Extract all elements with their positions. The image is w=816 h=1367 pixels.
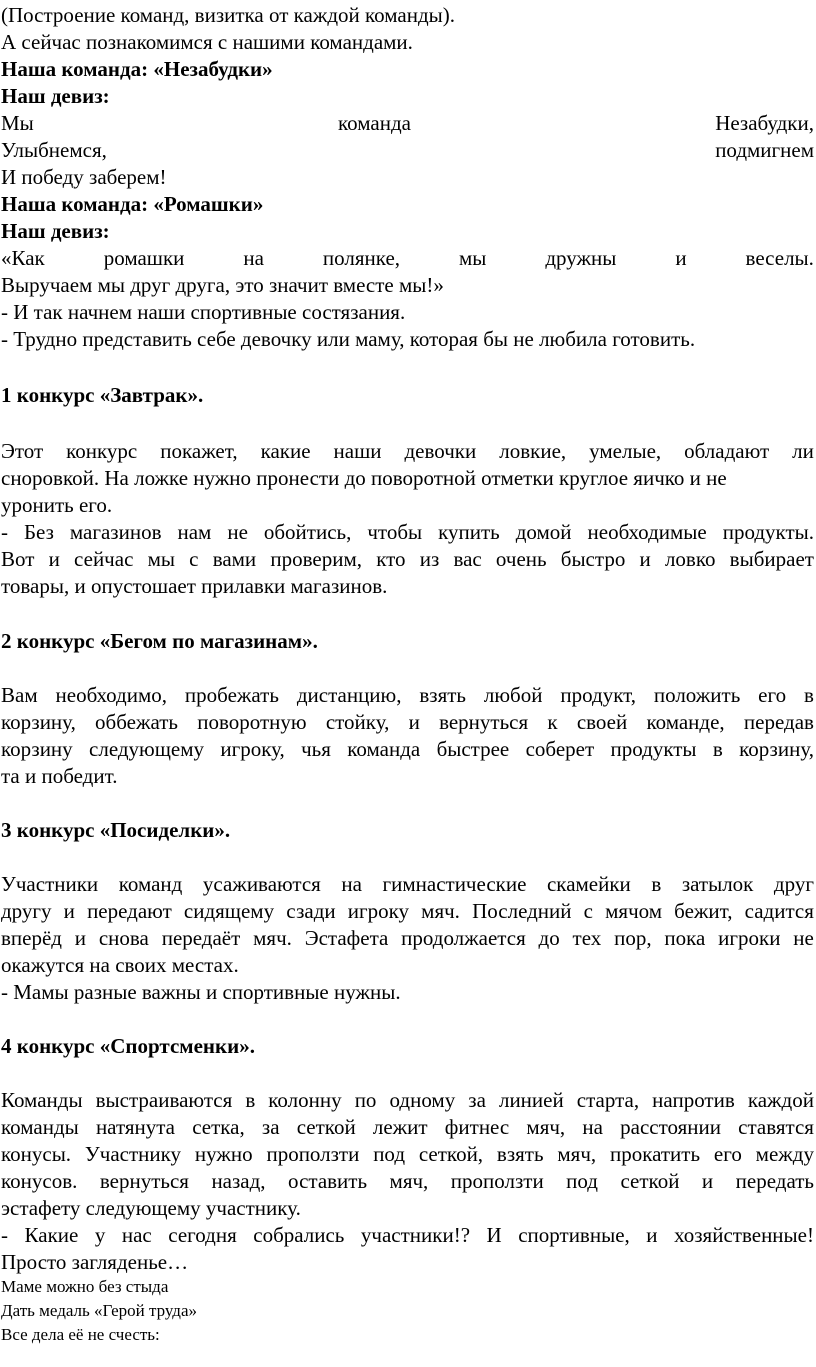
word: сзади [286,899,336,923]
word: другу [1,899,52,923]
team2-motto-line: Выручаем мы друг друга, это значит вместе мы!» [1,273,444,297]
word: конусов. [1,1169,78,1193]
word: команд [118,872,183,896]
word: купить [438,520,500,544]
word: на [582,1115,603,1139]
word: мы [147,547,175,571]
poem-line: Все дела её не счесть: [1,1325,160,1344]
word: конусы. [1,1142,72,1166]
contest2-paragraph-line [1,707,814,737]
word: передают [87,899,172,923]
word: друг [773,872,814,896]
word: проползти [450,1169,544,1193]
word: нам [177,520,212,544]
word: передаёт [161,926,241,950]
team1-motto-line [1,108,814,138]
word: игроку, [220,737,285,761]
word: ставятся [738,1115,814,1139]
word: в [245,1088,256,1112]
word: мяч, [389,1169,429,1193]
word: И [486,1223,502,1247]
contest4-paragraph-line [1,1112,814,1142]
word: обладают [684,439,770,463]
word: сеткой, [418,1142,484,1166]
word: своей [576,710,628,734]
contest4-paragraph-line: эстафету следующему участнику. [1,1196,301,1220]
word: нас [121,1223,152,1247]
word: спортивные, [518,1223,630,1247]
team1-motto-line: И победу заберем! [1,165,167,189]
word: соберет [525,737,595,761]
word: выбирает [729,547,814,571]
word: линией [498,1088,564,1112]
word: - [1,520,8,544]
word: не [793,926,814,950]
word: Вот [1,547,35,571]
word: дружны [545,246,617,270]
word: пор, [614,926,652,950]
word: в [712,737,723,761]
word: натянута [95,1115,176,1139]
word: до [538,926,560,950]
word: корзину, [1,710,76,734]
word: продукты. [722,520,814,544]
word: - [1,1223,8,1247]
word: сейчас [74,547,134,571]
contest3-heading: 3 конкурс «Посиделки». [1,818,231,842]
word: одному [389,1088,456,1112]
word: мы [458,246,487,270]
word: у [94,1223,106,1247]
contest3-paragraph-line: - Мамы разные важны и спортивные нужны. [1,980,401,1004]
word: пока [664,926,706,950]
word: мяч, [526,1115,566,1139]
word: участники!? [360,1223,471,1247]
word: за [468,1088,486,1112]
team2-heading: Наша команда: «Ромашки» [1,192,264,216]
contest3-paragraph-line [1,923,814,953]
word: вас [453,547,482,571]
contest2-paragraph-line [1,680,814,710]
word: под [373,1142,406,1166]
word: корзину [1,737,73,761]
word: умелые, [589,439,662,463]
word: и [646,1223,658,1247]
word: конкурс [66,439,138,463]
word: на [341,872,362,896]
word: необходимые [587,520,707,544]
contest4-heading: 4 конкурс «Спортсменки». [1,1034,255,1058]
word: хозяйственные! [674,1223,814,1247]
word: Команды [1,1088,83,1112]
team1-motto-label: Наш девиз: [1,84,110,108]
word: и [639,547,651,571]
word: Эстафета [304,926,389,950]
word: прокатить [609,1142,701,1166]
contest1-paragraph-line [1,544,814,574]
word: продукт, [560,683,636,707]
contest4-paragraph-line [1,1085,814,1115]
word: за [261,1115,280,1139]
word: вперёд [1,926,62,950]
word: снова [98,926,149,950]
word: усаживаются [202,872,321,896]
word: каждой [747,1088,814,1112]
word: Участнику [84,1142,182,1166]
word: вами [212,547,257,571]
word: Без [23,520,54,544]
word: продукты [610,737,697,761]
word: передать [735,1169,814,1193]
word: мячом [605,899,663,923]
word: лежит [372,1115,428,1139]
word: игроку [347,899,410,923]
word: команды [1,1115,79,1139]
word: между [755,1142,814,1166]
word: выстраиваются [95,1088,233,1112]
word: под [566,1169,598,1193]
word: покажет, [160,439,238,463]
word: пробежать [184,683,279,707]
contest1-paragraph-line: товары, и опустошает прилавки магазинов. [1,574,388,598]
word: мяч. [253,926,292,950]
word: подмигнем [715,138,814,162]
word: назад, [211,1169,266,1193]
word: очень [495,547,547,571]
word: необходимо, [55,683,168,707]
word: быстрее [436,737,510,761]
contest2-heading: 2 конкурс «Бегом по магазинам». [1,629,318,653]
word: с [189,547,199,571]
word: Незабудки, [715,111,814,135]
contest4-paragraph-line: Просто загляденье… [1,1250,189,1274]
word: поворотную [197,710,307,734]
word: взять [419,683,466,707]
word: мяч, [557,1142,597,1166]
contest3-paragraph-line [1,896,814,926]
word: проверим, [270,547,363,571]
word: проползти [266,1142,360,1166]
word: сеткой [296,1115,356,1139]
word: ловкие, [499,439,567,463]
word: в [651,872,662,896]
word: на [243,246,264,270]
word: стойку, [325,710,390,734]
word: обойтись, [263,520,352,544]
word: сидящему [183,899,275,923]
word: продолжается [401,926,526,950]
word: магазинов [69,520,162,544]
word: мяч. [421,899,460,923]
transition-line: - И так начнем наши спортивные состязания. [1,300,406,324]
word: бежит, [674,899,733,923]
word: в [803,683,814,707]
word: и [74,926,87,950]
word: корзину, [739,737,814,761]
word: его [713,1142,742,1166]
word: быстро [560,547,626,571]
word: дистанцию, [296,683,402,707]
word: и [63,899,75,923]
word: Улыбнемся, [1,138,107,162]
word: передав [743,710,814,734]
word: взять [496,1142,544,1166]
word: не [227,520,248,544]
word: сеткой [620,1169,680,1193]
word: игроки [718,926,781,950]
word: и [675,246,687,270]
contest2-paragraph-line: та и победит. [1,764,118,788]
poem-line: Дать медаль «Герой труда» [1,1301,198,1320]
word: сегодня [168,1223,237,1247]
word: ромашки [103,246,185,270]
word: оббежать [95,710,179,734]
word: положить [653,683,741,707]
poem-line: Маме можно без стыда [1,1277,169,1296]
word: по [354,1088,377,1112]
contest2-paragraph-line [1,734,814,764]
transition-line: - Трудно представить себе девочку или маму, которая бы не любила готовить. [1,327,696,351]
word: из [419,547,440,571]
word: и [48,547,60,571]
contest1-paragraph-line [1,517,814,547]
word: девочки [404,439,477,463]
word: собрались [253,1223,345,1247]
word: Участники [1,872,99,896]
intro-line: (Построение команд, визитка от каждой команды). [1,3,456,27]
word: гимнастические [382,872,527,896]
word: следующему [89,737,205,761]
word: команда [347,737,421,761]
word: и [408,710,420,734]
contest4-paragraph-line [1,1166,814,1196]
word: ли [792,439,814,463]
word: веселы. [745,246,814,270]
word: какие [260,439,311,463]
contest1-heading: 1 конкурс «Завтрак». [1,383,204,407]
intro-line: А сейчас познакомимся с нашими командами. [1,30,413,54]
word: сетка, [192,1115,245,1139]
word: напротив [652,1088,735,1112]
word: Последний [472,899,572,923]
word: ловко [664,547,716,571]
word: оставить [288,1169,368,1193]
contest4-paragraph-line [1,1139,814,1169]
word: и [701,1169,714,1193]
word: любой [483,683,543,707]
word: чья [301,737,331,761]
word: чтобы [367,520,423,544]
team2-motto-label: Наш девиз: [1,219,110,243]
word: садится [744,899,814,923]
word: нужно [194,1142,253,1166]
word: колонну [268,1088,342,1112]
contest4-paragraph-line [1,1220,814,1250]
contest1-paragraph-line: уронить его. [1,493,113,517]
team1-heading: Наша команда: «Незабудки» [1,57,273,81]
word: домой [515,520,572,544]
contest3-paragraph-line: окажутся на своих местах. [1,953,239,977]
word: наши [333,439,382,463]
word: с [583,899,593,923]
word: фитнес [444,1115,510,1139]
word: затылок [681,872,754,896]
word: Мы [1,111,34,135]
contest1-paragraph-line: сноровкой. На ложке нужно пронести до поворотной отметки круглое яичко и не [1,466,727,490]
word: команде, [646,710,725,734]
word: его [758,683,787,707]
word: вернуться [439,710,529,734]
word: кто [376,547,406,571]
word: вернуться [99,1169,189,1193]
word: Этот [1,439,44,463]
contest3-paragraph-line [1,869,814,899]
word: «Как [1,246,45,270]
word: Какие [24,1223,79,1247]
word: Вам [1,683,38,707]
team2-motto-line [1,243,814,273]
contest1-paragraph-line [1,436,814,466]
word: скамейки [546,872,631,896]
word: старта, [576,1088,640,1112]
word: тех [572,926,602,950]
word: к [547,710,558,734]
word: расстоянии [620,1115,721,1139]
word: полянке, [322,246,401,270]
word: команда [338,111,411,135]
team1-motto-line [1,135,814,165]
